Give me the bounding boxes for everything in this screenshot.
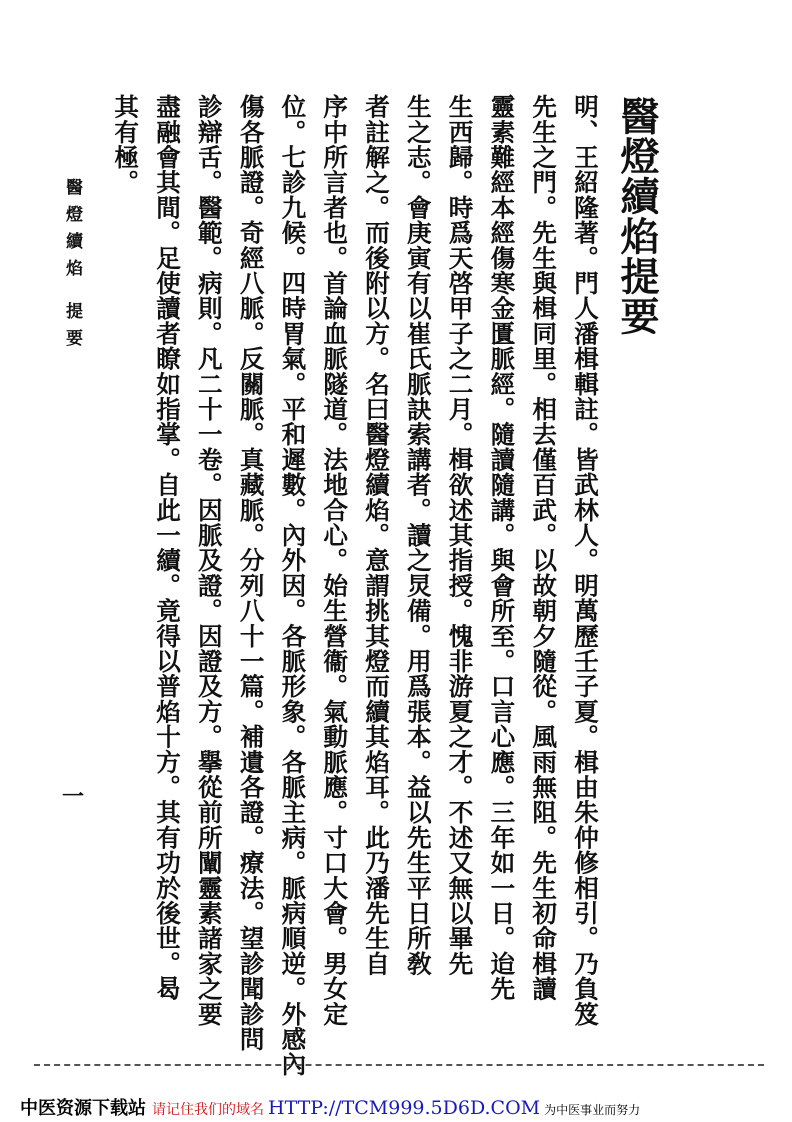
text-line: 先生之門。先生與楫同里。相去僅百武。以故朝夕隨從。風雨無阻。先生初命楫讀 — [529, 94, 559, 1002]
text-line: 盡融會其間。足使讀者瞭如指掌。自此一續。竟得以普焰十方。其有功於後世。曷 — [153, 94, 183, 1002]
text-line: 傷各脈證。奇經八脈。反關脈。真藏脈。分列八十一篇。補遺各證。療法。望診聞診問 — [236, 94, 266, 1052]
margin-book-title: 醫燈續焰 提要 — [62, 178, 82, 356]
footer-url-link[interactable]: HTTP://TCM999.5D6D.COM — [268, 1097, 541, 1119]
page-number: 一 — [62, 784, 85, 810]
text-line: 其有極。 — [111, 94, 141, 195]
footer-banner — [20, 1094, 780, 1120]
text-line: 靈素難經本經傷寒金匱脈經。隨讀隨講。與會所至。口言心應。三年如一日。迨先 — [487, 94, 517, 1002]
text-line: 者註解之。而後附以方。名曰醫燈續焰。意謂挑其燈而續其焰耳。此乃潘先生自 — [362, 94, 392, 976]
page-title: 醫燈續焰提要 — [614, 96, 660, 336]
footer-reminder: 请记住我们的域名 — [152, 1102, 264, 1118]
text-line: 序中所言者也。首論血脈隧道。法地合心。始生營衞。氣動脈應。寸口大會。男女定 — [320, 94, 350, 1027]
text-line: 位。七診九候。四時胃氣。平和遲數。內外因。各脈形象。各脈主病。脈病順逆。外感內 — [278, 94, 308, 1077]
text-line: 明、王紹隆著。門人潘楫輯註。皆武林人。明萬歷壬子夏。楫由朱仲修相引。乃負笈 — [571, 94, 600, 1027]
text-line: 生之志。會庚寅有以崔氏脈訣索講者。讀之炅備。用爲張本。益以先生平日所敎 — [403, 94, 433, 976]
text-line: 生西歸。時爲天啓甲子之二月。楫欲述其指授。愧非游夏之才。不述又無以畢先 — [445, 94, 475, 976]
footer-site-name: 中医资源下载站 — [20, 1098, 146, 1119]
footer-slogan: 为中医事业而努力 — [544, 1103, 641, 1117]
body-text — [106, 94, 606, 1077]
text-line: 診辯舌。醫範。病則。凡二十一卷。因脈及證。因證及方。擧從前所闡靈素諸家之要 — [194, 94, 224, 1027]
footer-divider — [34, 1064, 764, 1066]
